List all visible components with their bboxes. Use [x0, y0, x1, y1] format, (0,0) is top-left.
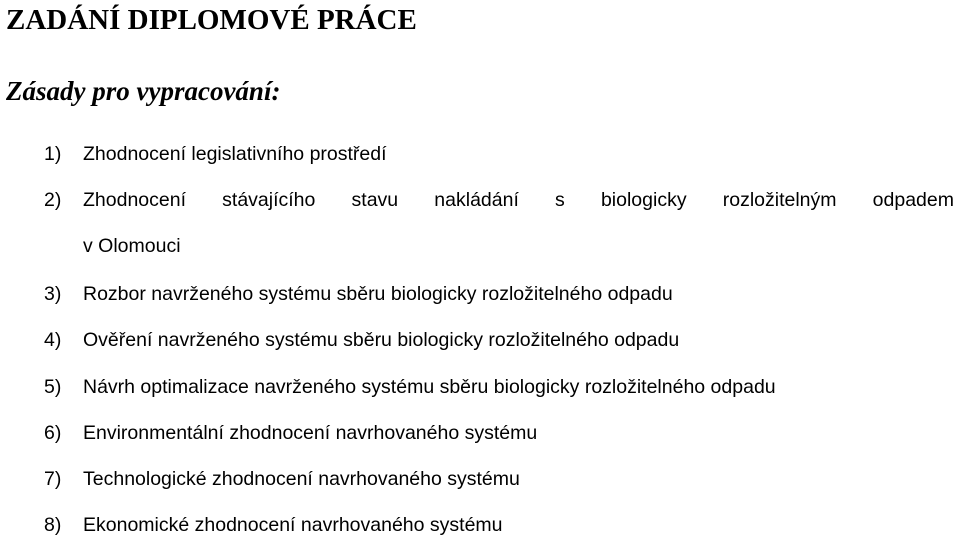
list-item-number: 6) — [44, 422, 62, 444]
list-item-number: 8) — [44, 514, 62, 536]
list-item-number: 7) — [44, 468, 62, 490]
list-item — [0, 325, 959, 355]
list-item — [0, 279, 959, 309]
list-item — [0, 510, 959, 540]
list-item-number: 1) — [44, 143, 62, 165]
list-item-text: Technologické zhodnocení navrhovaného systému — [83, 468, 520, 490]
list-item — [0, 464, 959, 494]
list-item — [0, 372, 959, 402]
list-item-text: Návrh optimalizace navrženého systému sběru biologicky rozložitelného odpadu — [83, 376, 776, 398]
section-heading: Zásady pro vypracování: — [6, 76, 281, 106]
list-item-text: Zhodnocení legislativního prostředí — [83, 143, 387, 165]
list-item — [0, 139, 959, 169]
list-item — [0, 185, 959, 215]
list-item-text: Environmentální zhodnocení navrhovaného systému — [83, 422, 538, 444]
list-item-number: 5) — [44, 376, 62, 398]
list-item-text: Ekonomické zhodnocení navrhovaného systému — [83, 514, 503, 536]
list-item — [0, 418, 959, 448]
list-item-text: Zhodnocení stávajícího stavu nakládání s biologicky rozložitelným odpadem — [83, 189, 954, 211]
list-item-text: Ověření navrženého systému sběru biologicky rozložitelného odpadu — [83, 329, 680, 351]
list-item-number: 2) — [44, 189, 62, 211]
document-title: ZADÁNÍ DIPLOMOVÉ PRÁCE — [6, 4, 417, 36]
list-item-number: 3) — [44, 283, 62, 305]
list-item-number: 4) — [44, 329, 62, 351]
list-item-continuation: v Olomouci — [83, 235, 181, 257]
list-item-text: Rozbor navrženého systému sběru biologicky rozložitelného odpadu — [83, 283, 673, 305]
